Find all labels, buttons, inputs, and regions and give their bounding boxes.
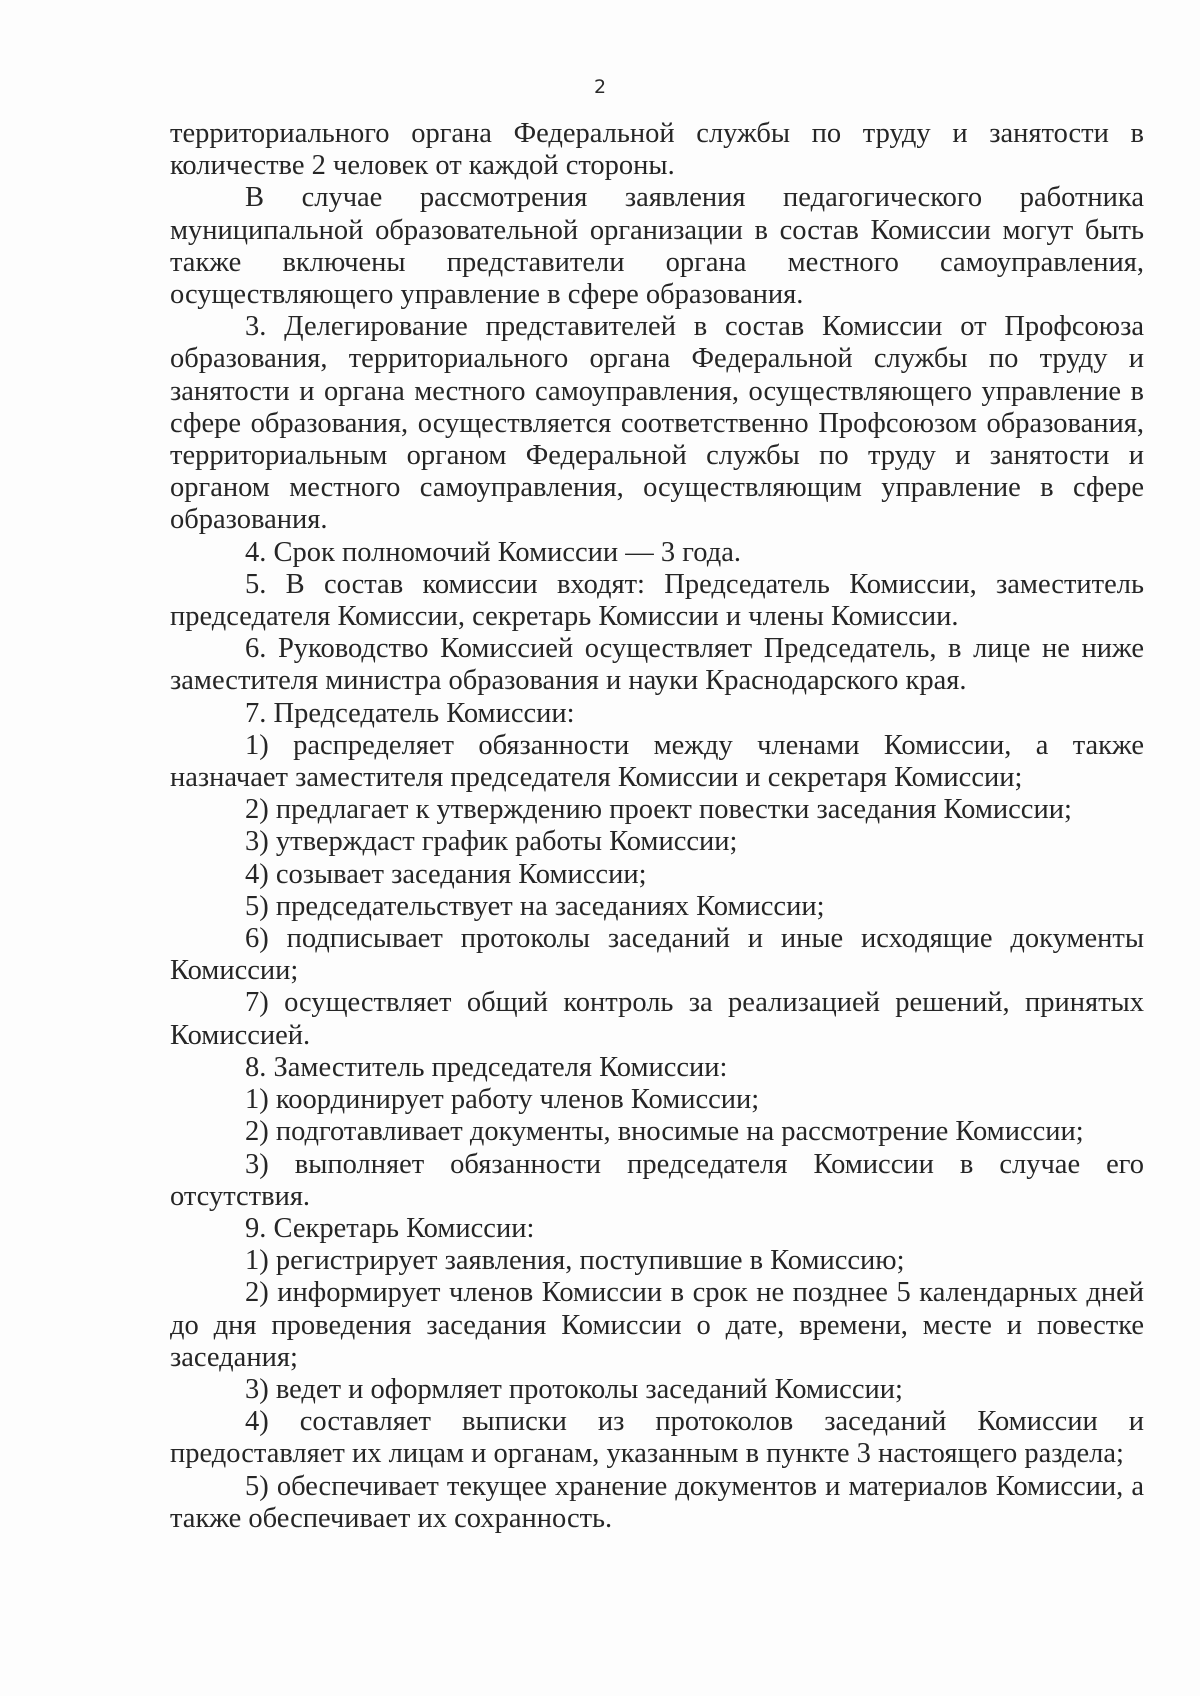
- list-item: 3) выполняет обязанности председателя Комиссии в случае его отсутствия.: [170, 1148, 1144, 1212]
- paragraph-7-chairman: 7. Председатель Комиссии:: [245, 697, 575, 729]
- list-item: 2) информирует членов Комиссии в срок не позднее 5 календарных дней до дня проведения заседания Комиссии о дате, времени, месте и повестке заседания;: [170, 1277, 1144, 1373]
- list-item: 6) подписывает протоколы заседаний и иные исходящие документы Комиссии;: [170, 923, 1144, 987]
- paragraph-9-secretary: 9. Секретарь Комиссии:: [245, 1212, 535, 1244]
- list-item: 4) созывает заседания Комиссии;: [245, 858, 647, 890]
- paragraph-municipal-note: В случае рассмотрения заявления педагогического работника муниципальной образовательной организации в состав Комиссии могут быть также включены представители органа местного самоуправления, осуществляющего управление в сфере образования.: [170, 182, 1144, 311]
- list-item: 3) утверждаст график работы Комиссии;: [245, 826, 738, 858]
- list-item: 1) регистрирует заявления, поступившие в Комиссию;: [245, 1245, 905, 1277]
- paragraph-3-delegation: 3. Делегирование представителей в состав Комиссии от Профсоюза образования, территориального органа Федеральной службы по труду и занятости и органа местного самоуправления, осуществляющего управление в сфере образования, осуществляется соответственно Профсоюзом образования, территориальным органом Федеральной службы по труду и занятости и органом местного самоуправления, осуществляющим управление в сфере образования.: [170, 311, 1144, 536]
- paragraph-4-term: 4. Срок полномочий Комиссии — 3 года.: [245, 536, 741, 568]
- list-item: 5) обеспечивает текущее хранение документов и материалов Комиссии, а также обеспечивает их сохранность.: [170, 1470, 1144, 1534]
- paragraph-8-deputy: 8. Заместитель председателя Комиссии:: [245, 1051, 728, 1083]
- list-item: 7) осуществляет общий контроль за реализацией решений, принятых Комиссией.: [170, 987, 1144, 1051]
- list-item: 1) распределяет обязанности между членами Комиссии, а также назначает заместителя председателя Комиссии и секретаря Комиссии;: [170, 729, 1144, 794]
- list-item: 2) предлагает к утверждению проект повестки заседания Комиссии;: [245, 794, 1072, 826]
- paragraph-6-leadership: 6. Руководство Комиссией осуществляет Председатель, в лице не ниже заместителя министра образования и науки Краснодарского края.: [170, 633, 1144, 697]
- paragraph-5-composition: 5. В состав комиссии входят: Председатель Комиссии, заместитель председателя Комиссии, секретарь Комиссии и члены Комиссии.: [170, 568, 1144, 633]
- list-item: 1) координирует работу членов Комиссии;: [245, 1084, 760, 1116]
- list-item: 2) подготавливает документы, вносимые на рассмотрение Комиссии;: [245, 1116, 1084, 1148]
- page-number: 2: [593, 76, 607, 98]
- list-item: 3) ведет и оформляет протоколы заседаний Комиссии;: [245, 1373, 903, 1405]
- list-item: 4) составляет выписки из протоколов заседаний Комиссии и предоставляет их лицам и органам, указанным в пункте 3 настоящего раздела;: [170, 1406, 1144, 1470]
- paragraph-continuation: территориального органа Федеральной службы по труду и занятости в количестве 2 человек от каждой стороны.: [170, 118, 1144, 182]
- document-body: [170, 118, 1144, 1535]
- list-item: 5) председательствует на заседаниях Комиссии;: [245, 890, 825, 922]
